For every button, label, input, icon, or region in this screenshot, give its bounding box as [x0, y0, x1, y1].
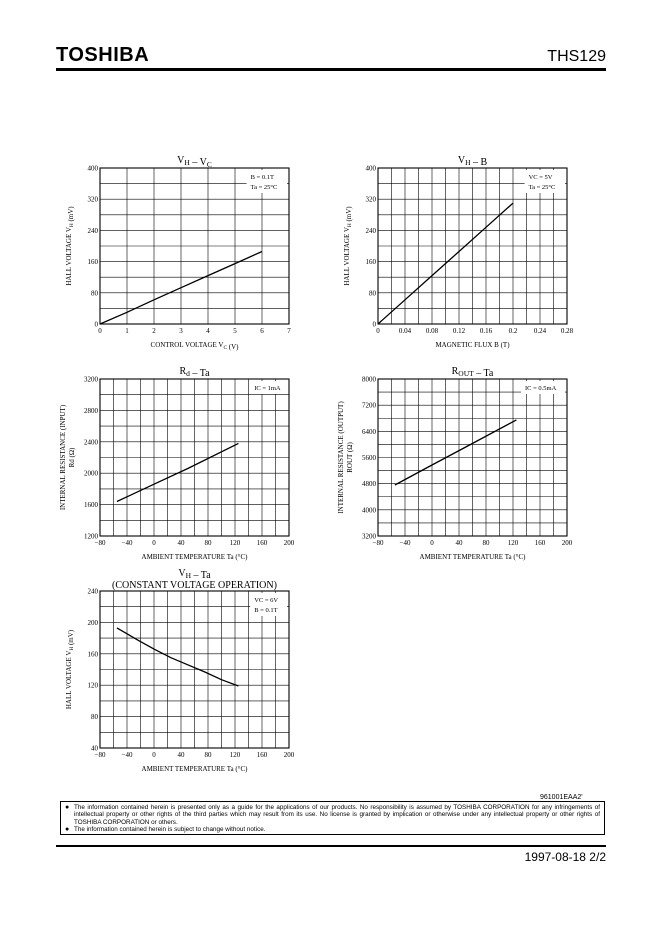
vh-ta-xtick-label: −80 [94, 751, 106, 759]
rout-ta-ytick-label: 8000 [362, 375, 376, 384]
bullet-icon: ● [65, 804, 70, 811]
disclaimer-box [60, 801, 605, 835]
vh-ta-xlabel: AMBIENT TEMPERATURE Ta (°C) [141, 765, 248, 773]
bullet-icon: ● [65, 825, 70, 833]
rd-ta-ylabel-unit: Rd (Ω) [68, 447, 76, 468]
vh-ta-condition: B = 0.1T [254, 607, 278, 614]
rd-ta-ytick-label: 2800 [84, 406, 98, 415]
rout-ta-condition: IC = 0.5mA [525, 385, 557, 392]
document-number: 961001EAA2' [540, 794, 583, 801]
vh-ta-title-line2: (CONSTANT VOLTAGE OPERATION) [112, 580, 277, 591]
vh-b-xtick-label: 0.2 [508, 327, 518, 335]
vh-b-ytick-label: 80 [369, 289, 376, 298]
disclaimer-item [65, 804, 600, 826]
rd-ta-series-line [117, 443, 238, 501]
vh-vc-xtick-label: 0 [98, 327, 102, 335]
vh-ta-series-line [117, 628, 238, 686]
vh-b-ytick-label: 320 [365, 195, 376, 204]
vh-ta-ytick-label: 240 [87, 587, 98, 596]
vh-vc-ytick-label: 400 [87, 164, 98, 173]
vh-ta-xtick-label: 200 [283, 751, 295, 759]
vh-vc-xtick-label: 5 [233, 327, 237, 335]
vh-vc-xtick-label: 7 [287, 327, 291, 335]
rout-ta-xtick-label: 40 [455, 539, 463, 547]
rd-ta-xtick-label: 80 [204, 539, 212, 547]
vh-ta-ylabel: HALL VOLTAGE $V_H$ (mV) [65, 629, 75, 710]
rd-ta-xtick-label: −80 [94, 539, 106, 547]
vh-b-xlabel: MAGNETIC FLUX B (T) [435, 341, 510, 349]
vh-b-xtick-label: 0.28 [560, 327, 574, 335]
rd-ta-xtick-label: 120 [229, 539, 241, 547]
vh-vc-xtick-label: 2 [152, 327, 156, 335]
rd-ta-xlabel: AMBIENT TEMPERATURE Ta (°C) [141, 553, 248, 561]
vh-b-xtick-label: 0.04 [398, 327, 412, 335]
vh-vc-condition: B = 0.1T [250, 174, 274, 181]
vh-ta-xtick-label: 40 [177, 751, 185, 759]
vh-ta-ytick-label: 80 [91, 713, 98, 722]
vh-vc-xlabel: CONTROL VOLTAGE $V_C$ (V) [150, 341, 239, 351]
vh-vc-title: $V_H - V_C$ [177, 155, 212, 169]
rd-ta-xtick-label: 40 [177, 539, 185, 547]
footer-divider [56, 845, 606, 847]
rd-ta-ytick-label: 1600 [84, 501, 98, 510]
vh-vc-ylabel: HALL VOLTAGE $V_H$ (mV) [65, 206, 75, 286]
rout-ta-xtick-label: 200 [561, 539, 573, 547]
rout-ta-ytick-label: 7200 [362, 401, 376, 410]
rout-ta-ytick-label: 4000 [362, 506, 376, 515]
rout-ta-ytick-label: 6400 [362, 427, 376, 436]
vh-b-title: $V_H$ – B [457, 155, 488, 168]
rd-ta-ytick-label: 1200 [84, 532, 98, 541]
vh-b-xtick-label: 0.12 [452, 327, 466, 335]
vh-vc-xtick-label: 4 [206, 327, 210, 335]
rout-ta-series-line [395, 420, 517, 485]
rout-ta-xtick-label: 160 [534, 539, 546, 547]
vh-ta-xtick-label: −40 [121, 751, 133, 759]
vh-b-ytick-label: 160 [365, 258, 376, 267]
vh-ta-ytick-label: 120 [87, 681, 98, 690]
rd-ta-ytick-label: 2000 [84, 469, 98, 478]
rout-ta-xtick-label: 80 [482, 539, 490, 547]
rd-ta-title: $R_d$ – Ta [179, 366, 210, 379]
part-number: THS129 [547, 48, 606, 65]
vh-b-ytick-label: 0 [372, 320, 376, 329]
vh-b-condition: Ta = 25°C [528, 184, 556, 191]
vh-ta-xtick-label: 160 [256, 751, 268, 759]
vh-ta-title: $V_H$ – Ta [178, 568, 211, 581]
rd-ta-xtick-label: −40 [121, 539, 133, 547]
toshiba-logo: TOSHIBA [56, 44, 150, 66]
rd-ta-ytick-label: 2400 [84, 438, 98, 447]
vh-b-condition: VC = 5V [528, 174, 553, 181]
disclaimer-item [65, 826, 600, 833]
vh-b-xtick-label: 0.24 [533, 327, 547, 335]
vh-ta-xtick-label: 80 [204, 751, 212, 759]
rout-ta-ytick-label: 3200 [362, 532, 376, 541]
rd-ta-xtick-label: 160 [256, 539, 268, 547]
rout-ta-title: $R_{OUT}$ – Ta [451, 366, 494, 379]
vh-ta-ytick-label: 40 [91, 744, 98, 753]
rout-ta-ytick-label: 4800 [362, 480, 376, 489]
vh-b-ytick-label: 400 [365, 164, 376, 173]
rout-ta-ylabel: INTERNAL RESISTANCE (OUTPUT) [337, 401, 345, 514]
vh-vc-ytick-label: 240 [87, 226, 98, 235]
vh-vc-xtick-label: 1 [125, 327, 129, 335]
rout-ta-xtick-label: −80 [372, 539, 384, 547]
rd-ta-ytick-label: 3200 [84, 375, 98, 384]
vh-vc-ytick-label: 320 [87, 195, 98, 204]
vh-vc-xtick-label: 6 [260, 327, 264, 335]
vh-b-xtick-label: 0 [376, 327, 380, 335]
rd-ta-ylabel: INTERNAL RESISTANCE (INPUT) [59, 404, 67, 511]
vh-vc-ytick-label: 0 [94, 320, 98, 329]
vh-b-xtick-label: 0.08 [425, 327, 439, 335]
rd-ta-condition: IC = 1mA [254, 385, 281, 392]
date-page: 1997-08-18 2/2 [524, 850, 606, 864]
rout-ta-xlabel: AMBIENT TEMPERATURE Ta (°C) [419, 553, 526, 561]
vh-b-xtick-label: 0.16 [479, 327, 493, 335]
vh-vc-ytick-label: 160 [87, 258, 98, 267]
rout-ta-xtick-label: 120 [507, 539, 519, 547]
rd-ta-xtick-label: 0 [152, 539, 156, 547]
rout-ta-xtick-label: −40 [399, 539, 411, 547]
vh-ta-condition: VC = 6V [254, 597, 279, 604]
rout-ta-xtick-label: 0 [430, 539, 434, 547]
vh-b-ytick-label: 240 [365, 226, 376, 235]
rout-ta-ytick-label: 5600 [362, 454, 376, 462]
rout-ta-ylabel-unit: ROUT (Ω) [346, 442, 354, 473]
vh-vc-condition: Ta = 25°C [250, 184, 278, 191]
vh-vc-xtick-label: 3 [179, 327, 183, 335]
vh-ta-ytick-label: 200 [87, 618, 98, 627]
vh-vc-ytick-label: 80 [91, 289, 98, 298]
disclaimer-text-2: The information contained herein is subject to change without notice. [74, 825, 266, 833]
rd-ta-xtick-label: 200 [283, 539, 295, 547]
disclaimer-text-1: The information contained herein is presented only as a guide for the applications of our products. No responsibility is assumed by TOSHIBA CORPORATION for any infringements of intellectual property or other rights of the third parties which may result from its use. No license is granted by implication or otherwise under any intellectual property or other rights of TOSHIBA CORPORATION or others. [74, 804, 600, 826]
vh-ta-xtick-label: 0 [152, 751, 156, 759]
vh-b-ylabel: HALL VOLTAGE $V_H$ (mV) [343, 206, 353, 286]
vh-ta-ytick-label: 160 [87, 650, 98, 659]
vh-ta-xtick-label: 120 [229, 751, 241, 759]
